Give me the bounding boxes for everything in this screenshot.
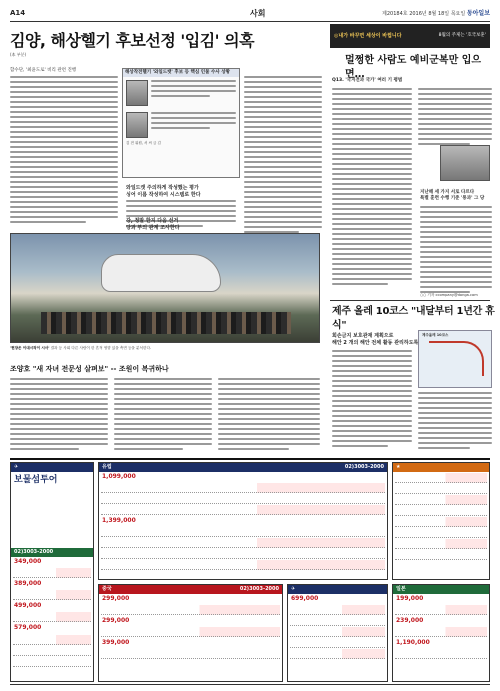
infobox-title: 해상작전헬기 '와일드캣' 후보 등 핵심 인물 수사 상황 bbox=[123, 69, 239, 77]
jeju-olle-map bbox=[418, 330, 492, 388]
ad-middle-right-bar: ✈ bbox=[288, 585, 387, 594]
ad-china-phone: 02)3003-2000 bbox=[239, 586, 279, 592]
ad-europe[interactable] bbox=[98, 462, 388, 580]
helicopter-image bbox=[101, 254, 221, 292]
photo-caption-text: 결과 등 사회 다른 사람이 한 흔적 영향 있을 측면 등을 분석한다. bbox=[50, 346, 152, 350]
right-body-col2 bbox=[418, 88, 492, 148]
main-subhead-group-2 bbox=[126, 218, 236, 232]
infobox-text-1 bbox=[151, 80, 236, 106]
ad-europe-title: 유럽 bbox=[102, 464, 112, 470]
right-portrait-photo bbox=[440, 145, 490, 181]
ad-price: 239,000 bbox=[396, 617, 424, 625]
page-number: A14 bbox=[10, 9, 26, 18]
ad-price: 199,000 bbox=[396, 595, 424, 602]
ad-price: 399,000 bbox=[102, 639, 130, 647]
right-subhead-1: 지난해 세 가지 서로 다르다 bbox=[420, 190, 475, 195]
portrait-photo-1 bbox=[126, 80, 148, 106]
ad-tour-left-title: 보물섬투어 bbox=[14, 475, 58, 485]
ad-price: 349,000 bbox=[14, 558, 42, 566]
main-byline: (本 부분) bbox=[10, 52, 27, 57]
section-name: 사회 bbox=[250, 8, 266, 18]
ad-europe-bar bbox=[99, 463, 387, 472]
ad-japan-bar bbox=[393, 585, 489, 594]
ad-price: 299,000 bbox=[102, 617, 130, 625]
third-article-rule bbox=[330, 300, 490, 301]
ad-right-top-bar: ★ bbox=[393, 463, 489, 472]
campaign-banner-subtitle: 8월의 주제는 '호국보훈' bbox=[438, 32, 486, 38]
issue-info bbox=[382, 10, 490, 18]
third-article-subhead-1: 회손금지 보호관재 계획으로 bbox=[332, 333, 394, 339]
second-article-col1 bbox=[10, 378, 108, 453]
third-article-subhead-2: 해안 2 개의 해안 전체 활동 관리하도록 bbox=[332, 339, 419, 346]
ad-tour-left-bar: ✈ bbox=[11, 463, 93, 472]
right-subhead-2: 특별 훈련 수행 기준 '통과' 그 당 bbox=[420, 196, 485, 202]
main-headline: 김양, 해상헬기 후보선정 '입김' 의혹 bbox=[10, 31, 255, 50]
right-body-col3 bbox=[420, 206, 492, 296]
ad-japan[interactable] bbox=[392, 584, 490, 682]
map-label: 제주올레 10코스 bbox=[422, 333, 449, 337]
right-byline: ○○ 기자 ccompany@donga.com bbox=[420, 293, 478, 297]
second-article-headline: 조양호 "새 자녀 전문성 살펴보" -- 조원이 복귀하나 bbox=[10, 365, 169, 373]
ad-price: 1,399,000 bbox=[102, 517, 136, 525]
issue-number: 제20184호 bbox=[382, 10, 408, 17]
ad-price: 389,000 bbox=[14, 580, 42, 588]
ad-japan-title: 일본 bbox=[396, 586, 406, 592]
main-subhead-3: 강, 정말 한지 다음 선거 bbox=[126, 218, 179, 224]
ad-price: 579,000 bbox=[14, 624, 42, 632]
header-rule bbox=[10, 21, 490, 22]
ad-china-title: 중국 bbox=[102, 586, 112, 592]
main-news-photo bbox=[10, 233, 320, 343]
footer-rule bbox=[10, 684, 490, 685]
ad-price: 499,000 bbox=[14, 602, 42, 610]
ad-europe-phone: 02)3003-2000 bbox=[344, 464, 384, 470]
second-article-col3 bbox=[218, 378, 320, 453]
third-article-col1 bbox=[332, 350, 412, 450]
infobox-text-2 bbox=[151, 112, 236, 138]
right-body-col1 bbox=[332, 88, 412, 288]
ad-china[interactable] bbox=[98, 584, 283, 682]
main-body-text-col3 bbox=[244, 76, 322, 236]
ad-section-rule bbox=[10, 458, 490, 460]
right-subhead-group bbox=[420, 190, 492, 202]
third-article-col2 bbox=[418, 392, 492, 452]
infobox-caption: 김 전 위원, 서 씨 금 김 bbox=[126, 141, 161, 146]
third-article-headline: 제주 올레 10코스 "내달부터 1년간 휴식" bbox=[332, 306, 495, 331]
paper-name: 동아일보 bbox=[466, 9, 490, 17]
ad-tour-left-phone: 02)3003-2000 bbox=[11, 548, 93, 557]
ad-price: 299,000 bbox=[102, 595, 130, 602]
main-subhead-group-1 bbox=[126, 185, 236, 199]
campaign-banner-title: ◎내가 바꾸면 세상이 바뀝니다 bbox=[334, 32, 402, 39]
right-question: Q13. '국지전과 국가' 여러 기 평범 bbox=[332, 78, 403, 83]
ad-price: 699,000 bbox=[291, 595, 319, 602]
campaign-banner bbox=[330, 24, 490, 48]
ad-china-bar bbox=[99, 585, 282, 594]
photo-caption-title: '현장은 이대시작이 시사' bbox=[10, 346, 50, 350]
issue-date: 2016년 8월 18일 목요일 bbox=[409, 10, 466, 17]
main-body-text-col1 bbox=[10, 76, 118, 226]
right-headline: 멀쩡한 사람도 예비군복만 입으면… bbox=[345, 55, 482, 80]
main-subhead-4: 당과 부의 관계 조사한다 bbox=[126, 224, 180, 231]
third-article-subhead-group bbox=[332, 333, 418, 347]
ad-middle-right[interactable] bbox=[287, 584, 388, 682]
page-header bbox=[10, 8, 490, 20]
portrait-photo-2 bbox=[126, 112, 148, 138]
ad-right-top[interactable] bbox=[392, 462, 490, 580]
main-subhead-2: 싱어 이름 작성하여 시스템로 한다 bbox=[126, 191, 201, 198]
crowd-image bbox=[41, 312, 291, 334]
ad-tour-left[interactable] bbox=[10, 462, 94, 682]
main-lead-label: 합수단, '최윤도로' 비리 관련 진행 bbox=[10, 68, 77, 73]
map-route-line bbox=[429, 341, 484, 376]
ad-price: 1,099,000 bbox=[102, 473, 136, 480]
main-infobox bbox=[122, 68, 240, 178]
main-subhead-1: 와일드캣 주의하게 작성했는 평가 bbox=[126, 185, 199, 191]
ad-price: 1,190,000 bbox=[396, 639, 430, 647]
photo-caption bbox=[10, 346, 320, 351]
second-article-col2 bbox=[114, 378, 212, 453]
